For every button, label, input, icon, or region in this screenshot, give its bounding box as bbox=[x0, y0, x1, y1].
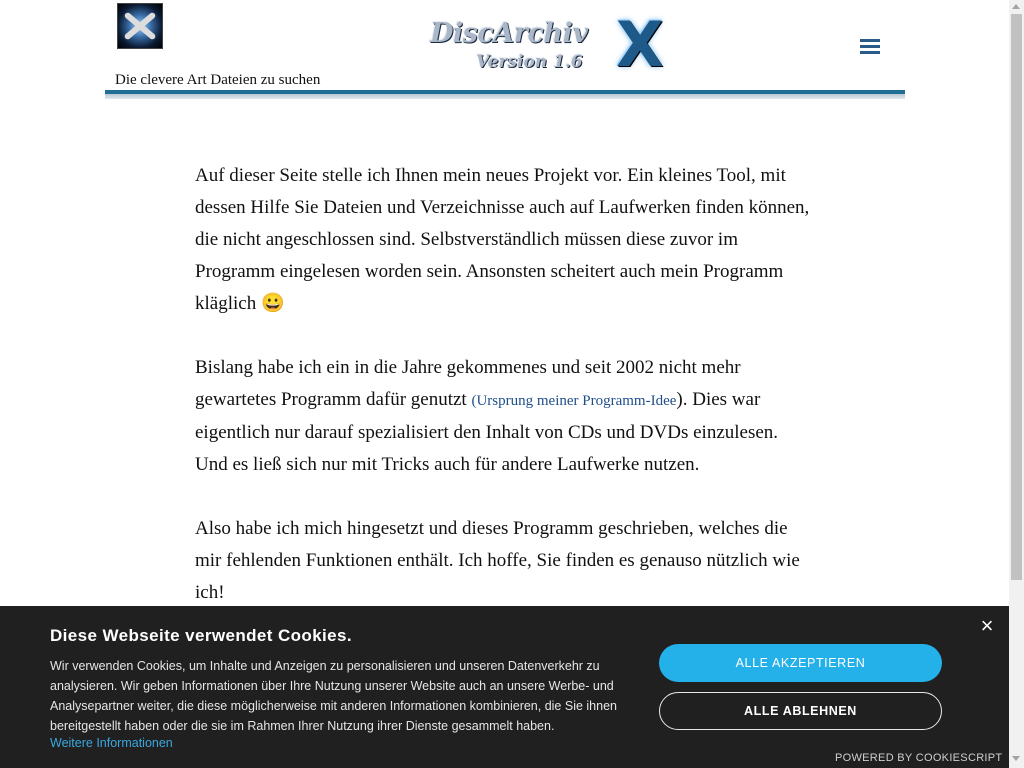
site-header bbox=[105, 0, 905, 100]
menu-bar bbox=[860, 39, 880, 42]
paren-close: ) bbox=[676, 389, 683, 410]
header-divider-shadow bbox=[105, 94, 905, 99]
history-text-start: Bislang habe ich ein in die Jahre gekommenes und seit 2002 nicht mehr gewartetes Programm dafür genutzt bbox=[195, 357, 741, 410]
history-text-end: . Dies war eigentlich nur darauf spezialisiert den Inhalt von CDs und DVDs einzulesen. Und es ließ sich nur mit Tricks auch für andere Laufwerke nutzen. bbox=[195, 389, 779, 475]
brand-title: DiscArchiv bbox=[430, 18, 588, 49]
motivation-paragraph: Also habe ich mich hingesetzt und dieses Programm geschrieben, welches die mir fehlenden Funktionen enthält. Ich hoffe, Sie finden es genauso nützlich wie ich! bbox=[195, 518, 800, 603]
accept-all-button[interactable]: ALLE AKZEPTIEREN bbox=[659, 644, 942, 682]
app-logo-icon[interactable] bbox=[117, 3, 163, 49]
cookie-title: Diese Webseite verwendet Cookies. bbox=[50, 626, 353, 645]
cookie-banner bbox=[0, 606, 1009, 768]
scroll-up-arrow-icon[interactable] bbox=[1012, 4, 1020, 9]
brand-logo[interactable] bbox=[430, 8, 670, 81]
powered-by-label[interactable]: POWERED BY COOKIESCRIPT bbox=[835, 752, 1003, 764]
main-content bbox=[195, 160, 815, 641]
more-info-link[interactable]: Weitere Informationen bbox=[50, 736, 173, 750]
page-scrollbar[interactable] bbox=[1009, 0, 1024, 768]
close-icon[interactable]: × bbox=[980, 613, 994, 638]
cookie-description: Wir verwenden Cookies, um Inhalte und Anzeigen zu personalisieren und unseren Datenverkehr zu analysieren. Wir geben Informationen über Ihre Nutzung unserer Website auch an unsere Werbe- und Analysepartner weiter, die diese möglicherweise mit anderen Informationen kombinieren, die Sie ihnen bereitgestellt haben oder die sie im Rahmen Ihrer Nutzung ihrer Dienste gesammelt haben. bbox=[50, 659, 617, 733]
brand-x-mark: X bbox=[616, 8, 664, 81]
menu-bar bbox=[860, 51, 880, 54]
history-paragraph bbox=[195, 352, 815, 481]
hamburger-menu-icon[interactable] bbox=[860, 39, 880, 55]
brand-version: Version 1.6 bbox=[476, 52, 583, 72]
intro-paragraph bbox=[195, 160, 815, 320]
reject-all-button[interactable]: ALLE ABLEHNEN bbox=[659, 692, 942, 730]
scroll-down-arrow-icon[interactable] bbox=[1012, 756, 1020, 761]
origin-idea-link[interactable]: Ursprung meiner Programm-Idee bbox=[476, 393, 677, 409]
site-tagline: Die clevere Art Dateien zu suchen bbox=[115, 72, 321, 88]
paren-open: ( bbox=[471, 393, 477, 409]
intro-text: Auf dieser Seite stelle ich Ihnen mein neues Projekt vor. Ein kleines Tool, mit dessen Hilfe Sie Dateien und Verzeichnisse auch auf Laufwerken finden können, die nicht angeschlossen sind. Selbstverständlich müssen diese zuvor im Programm eingelesen worden sein. Ansonsten scheitert auch mein Programm kläglich bbox=[195, 165, 810, 314]
grin-emoji-icon: 😀 bbox=[260, 293, 285, 314]
menu-bar bbox=[860, 45, 880, 48]
scroll-thumb[interactable] bbox=[1011, 14, 1022, 580]
